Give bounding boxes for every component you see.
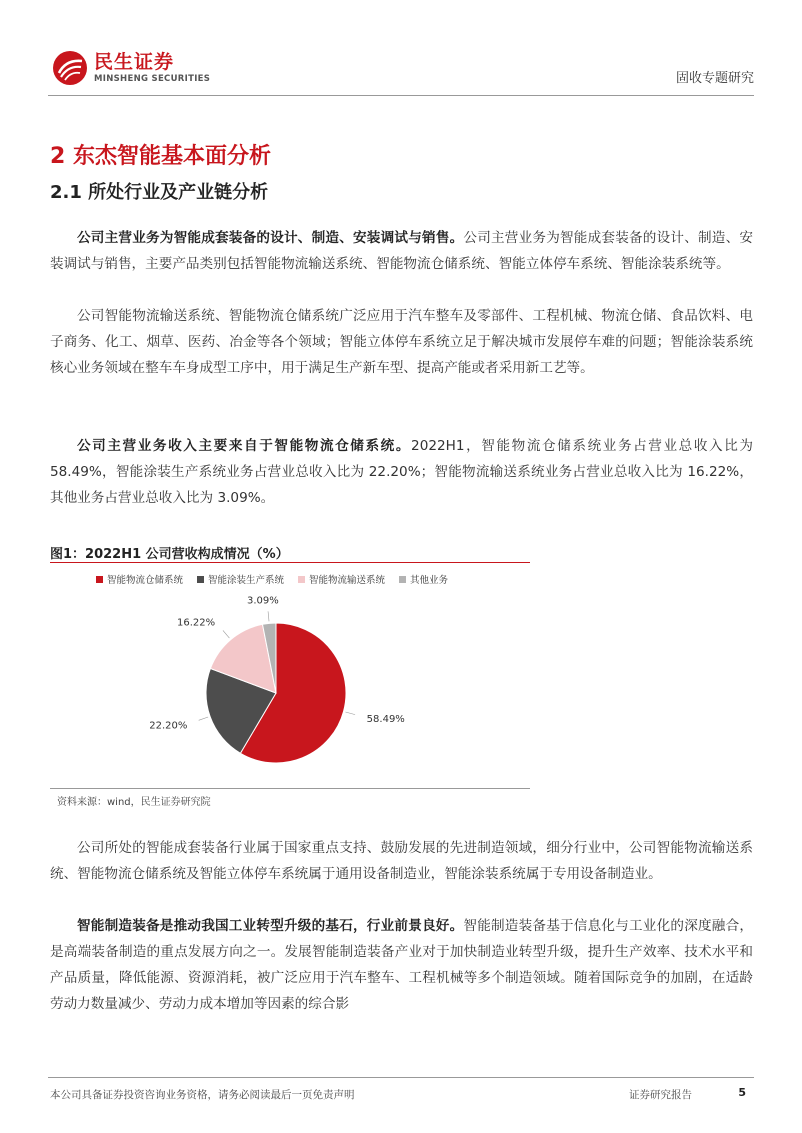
legend-item [298, 572, 385, 586]
paragraph-body: 公司智能物流输送系统、智能物流仓储系统广泛应用于汽车整车及零部件、工程机械、物流仓储、食品饮料、电子商务、化工、烟草、医药、冶金等各个领域；智能立体停车系统立足于解决城市发展停车难的问题；智能涂装系统核心业务领域在整车车身成型工序中，用于满足生产新车型、提高产能或者采用新工艺等。 [50, 308, 753, 376]
paragraph-revenue [50, 433, 753, 511]
figure-title: 图1：2022H1 公司营收构成情况（%） [50, 547, 289, 562]
legend-item [399, 572, 448, 586]
paragraph-industry [50, 835, 753, 887]
revenue-pie-chart [149, 594, 460, 784]
report-type-label: 固收专题研究 [675, 71, 754, 86]
legend-swatch [298, 576, 305, 583]
pie-leader-line [223, 630, 229, 638]
chart-legend [96, 572, 462, 586]
page-header [0, 0, 802, 96]
figure-source: 资料来源：wind，民生证券研究院 [57, 797, 211, 808]
pie-data-label: 16.22% [177, 617, 216, 629]
paragraph-body: 智能制造装备基于信息化与工业化的深度融合，是高端装备制造的重点发展方向之一。发展智能制造装备产业对于加快制造业转型升级，提升生产效率、技术水平和产品质量，降低能源、资源消耗，被广泛应用于汽车整车、工程机械等多个制造领域。随着国际竞争的加剧，在适龄劳动力数量减少、劳动力成本增加等因素的综合影 [50, 918, 754, 1012]
legend-item [96, 572, 183, 586]
paragraph-body: 公司所处的智能成套装备行业属于国家重点支持、鼓励发展的先进制造领域，细分行业中，公司智能物流输送系统、智能物流仓储系统及智能立体停车系统属于通用设备制造业，智能涂装系统属于专用设备制造业。 [50, 840, 753, 882]
legend-swatch [399, 576, 406, 583]
legend-label: 其他业务 [410, 575, 449, 586]
figure-top-rule [50, 562, 530, 563]
legend-item [197, 572, 284, 586]
minsheng-logo [52, 50, 210, 86]
minsheng-logo-icon [52, 50, 88, 86]
pie-leader-line [268, 611, 269, 621]
pie-leader-line [345, 712, 355, 715]
paragraph-lead-bold: 智能制造装备是推动我国工业转型升级的基石，行业前景良好。 [77, 918, 464, 934]
subsection-heading: 2.1 所处行业及产业链分析 [50, 182, 269, 203]
paragraph-body: 公司主营业务为智能成套装备的设计、制造、安装调试与销售，主要产品类别包括智能物流输送系统、智能物流仓储系统、智能立体停车系统、智能涂装系统等。 [50, 230, 754, 272]
legend-swatch [96, 576, 103, 583]
legend-swatch [197, 576, 204, 583]
logo-chinese-name: 民生证券 [94, 50, 175, 73]
footer-divider [48, 1077, 754, 1078]
header-divider [48, 95, 754, 96]
paragraph-applications [50, 303, 753, 381]
page-number: 5 [738, 1086, 746, 1099]
figure-bottom-rule [50, 788, 530, 789]
legend-label: 智能涂装生产系统 [208, 575, 285, 586]
paragraph-main-business [50, 225, 753, 277]
logo-english-name: MINSHENG SECURITIES [94, 73, 211, 84]
pie-data-label: 3.09% [246, 595, 279, 607]
pie-leader-line [199, 717, 208, 720]
footer-disclaimer: 本公司具备证券投资咨询业务资格，请务必阅读最后一页免责声明 [50, 1089, 355, 1101]
legend-label: 智能物流仓储系统 [107, 575, 184, 586]
legend-label: 智能物流输送系统 [309, 575, 386, 586]
pie-data-label: 58.49% [366, 713, 405, 725]
section-heading: 2 东杰智能基本面分析 [50, 144, 271, 169]
paragraph-lead-bold: 公司主营业务收入主要来自于智能物流仓储系统。 [77, 438, 412, 454]
pie-data-label: 22.20% [149, 720, 188, 732]
footer-report-label: 证券研究报告 [629, 1089, 692, 1101]
paragraph-lead-bold: 公司主营业务为智能成套装备的设计、制造、安装调试与销售。 [77, 230, 464, 246]
paragraph-body: 2022H1，智能物流仓储系统业务占营业总收入比为 58.49%，智能涂装生产系统业务占营业总收入比为 22.20%；智能物流输送系统业务占营业总收入比为 16.22%，其他业务占营业总收入比为 3.09%。 [50, 438, 754, 506]
paragraph-outlook [50, 913, 753, 1017]
